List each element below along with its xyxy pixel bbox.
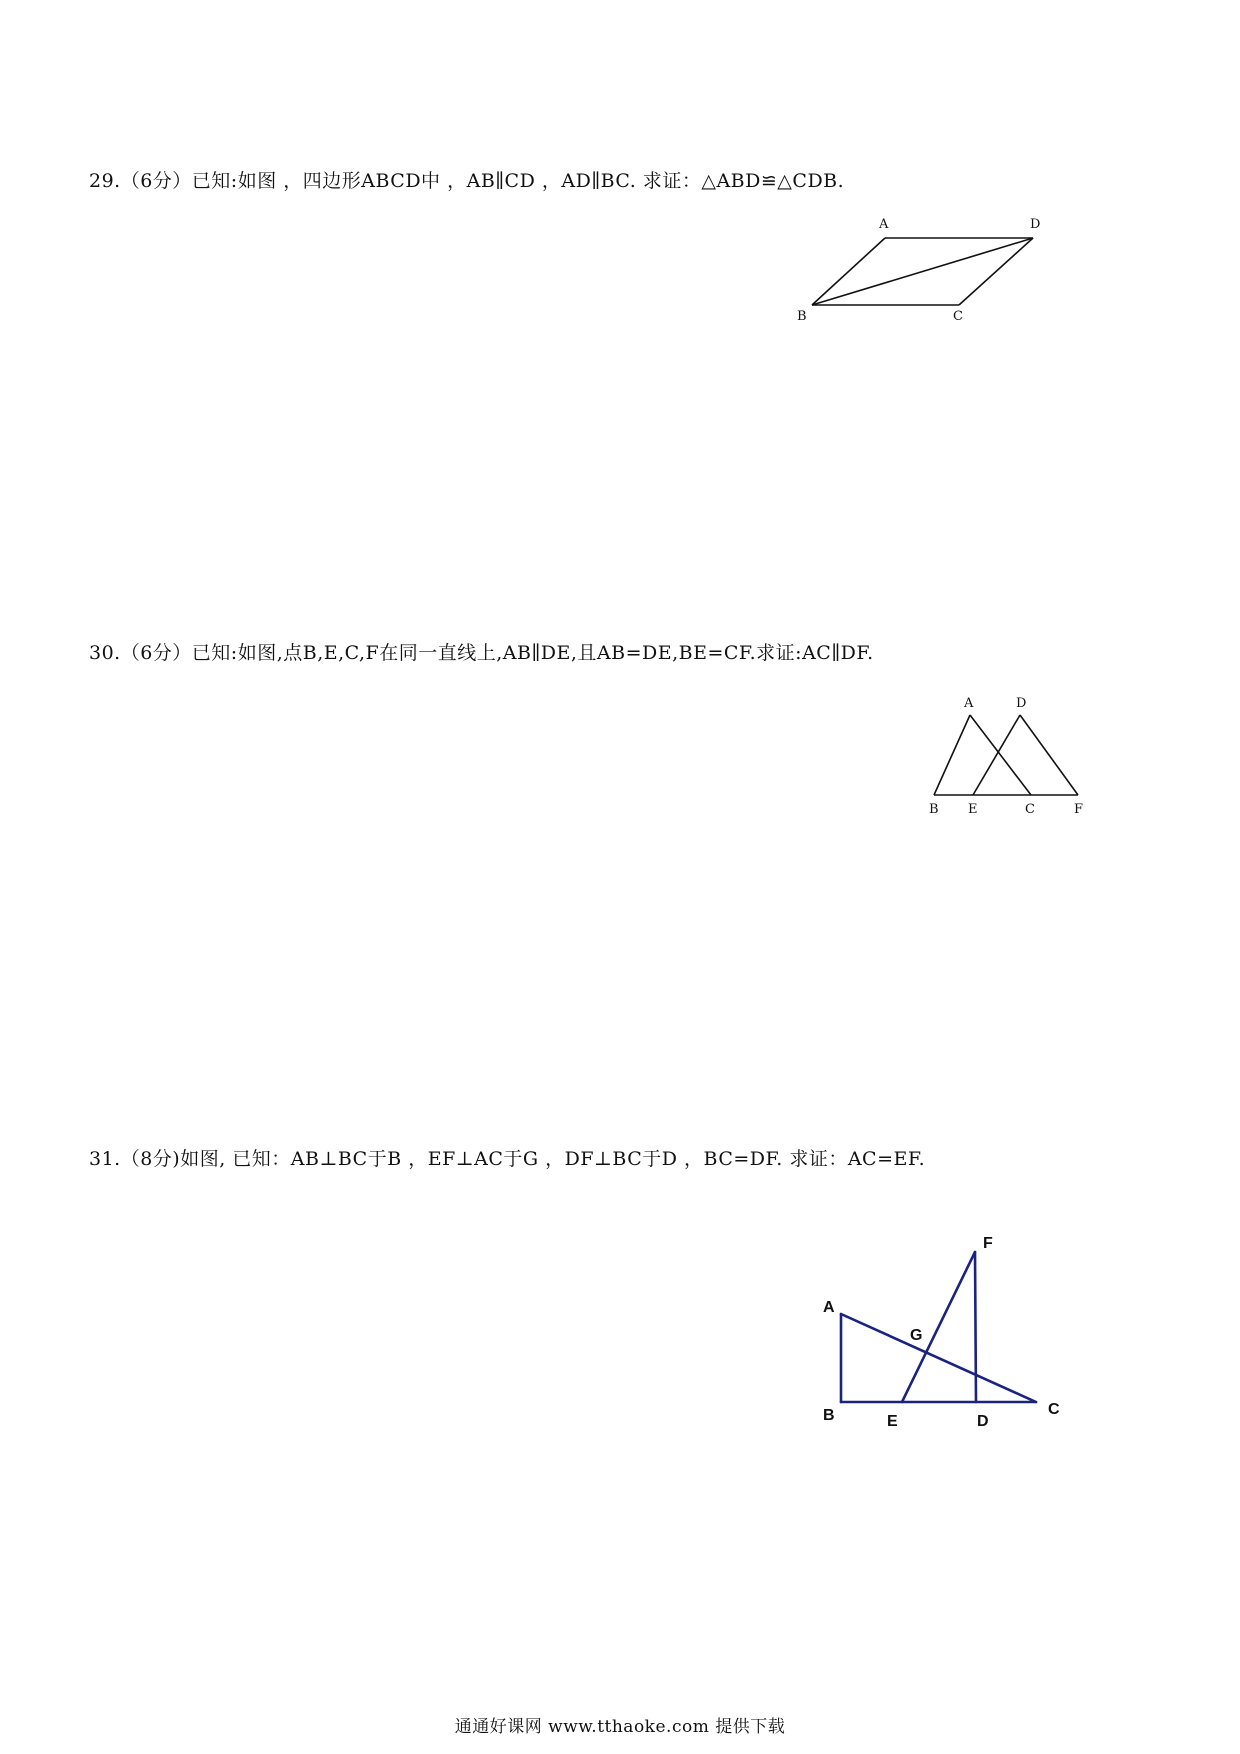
figure-30-triangles bbox=[910, 685, 1100, 820]
label-a: A bbox=[823, 1299, 835, 1316]
segment-fd bbox=[975, 1252, 976, 1402]
question-30-text: 30.（6分）已知:如图,点B,E,C,F在同一直线上,AB∥DE,且AB=DE,BE=CF.求证:AC∥DF. bbox=[89, 642, 874, 664]
label-b: B bbox=[823, 1407, 835, 1424]
figure-31-right-triangles bbox=[810, 1220, 1080, 1440]
label-c: C bbox=[1048, 1401, 1060, 1418]
label-e: E bbox=[968, 802, 978, 817]
label-c: C bbox=[1025, 802, 1035, 817]
segment-bd bbox=[812, 238, 1033, 305]
segment-cd bbox=[959, 238, 1033, 305]
footer-credit: 通通好课网 www.tthaoke.com 提供下载 bbox=[454, 1717, 786, 1737]
label-f: F bbox=[983, 1235, 993, 1252]
label-g: G bbox=[910, 1327, 923, 1344]
label-d: D bbox=[977, 1413, 989, 1430]
label-f: F bbox=[1074, 802, 1084, 817]
segment-df bbox=[1020, 715, 1078, 795]
label-e: E bbox=[887, 1413, 898, 1430]
figure-29-parallelogram bbox=[785, 210, 1065, 330]
segment-ab bbox=[934, 715, 970, 795]
label-a: A bbox=[964, 696, 974, 711]
question-31-text: 31.（8分)如图, 已知：AB⊥BC于B ，EF⊥AC于G ，DF⊥BC于D ，BC=DF. 求证：AC=EF. bbox=[89, 1148, 926, 1170]
label-b: B bbox=[797, 309, 807, 324]
question-29-text: 29.（6分）已知:如图 ，四边形ABCD中 ，AB∥CD ，AD∥BC. 求证：△ABD≌△CDB. bbox=[89, 170, 845, 192]
segment-ab bbox=[812, 238, 885, 305]
label-d: D bbox=[1030, 217, 1041, 232]
label-d: D bbox=[1016, 696, 1027, 711]
label-a: A bbox=[879, 217, 889, 232]
label-c: C bbox=[953, 309, 963, 324]
label-b: B bbox=[929, 802, 939, 817]
